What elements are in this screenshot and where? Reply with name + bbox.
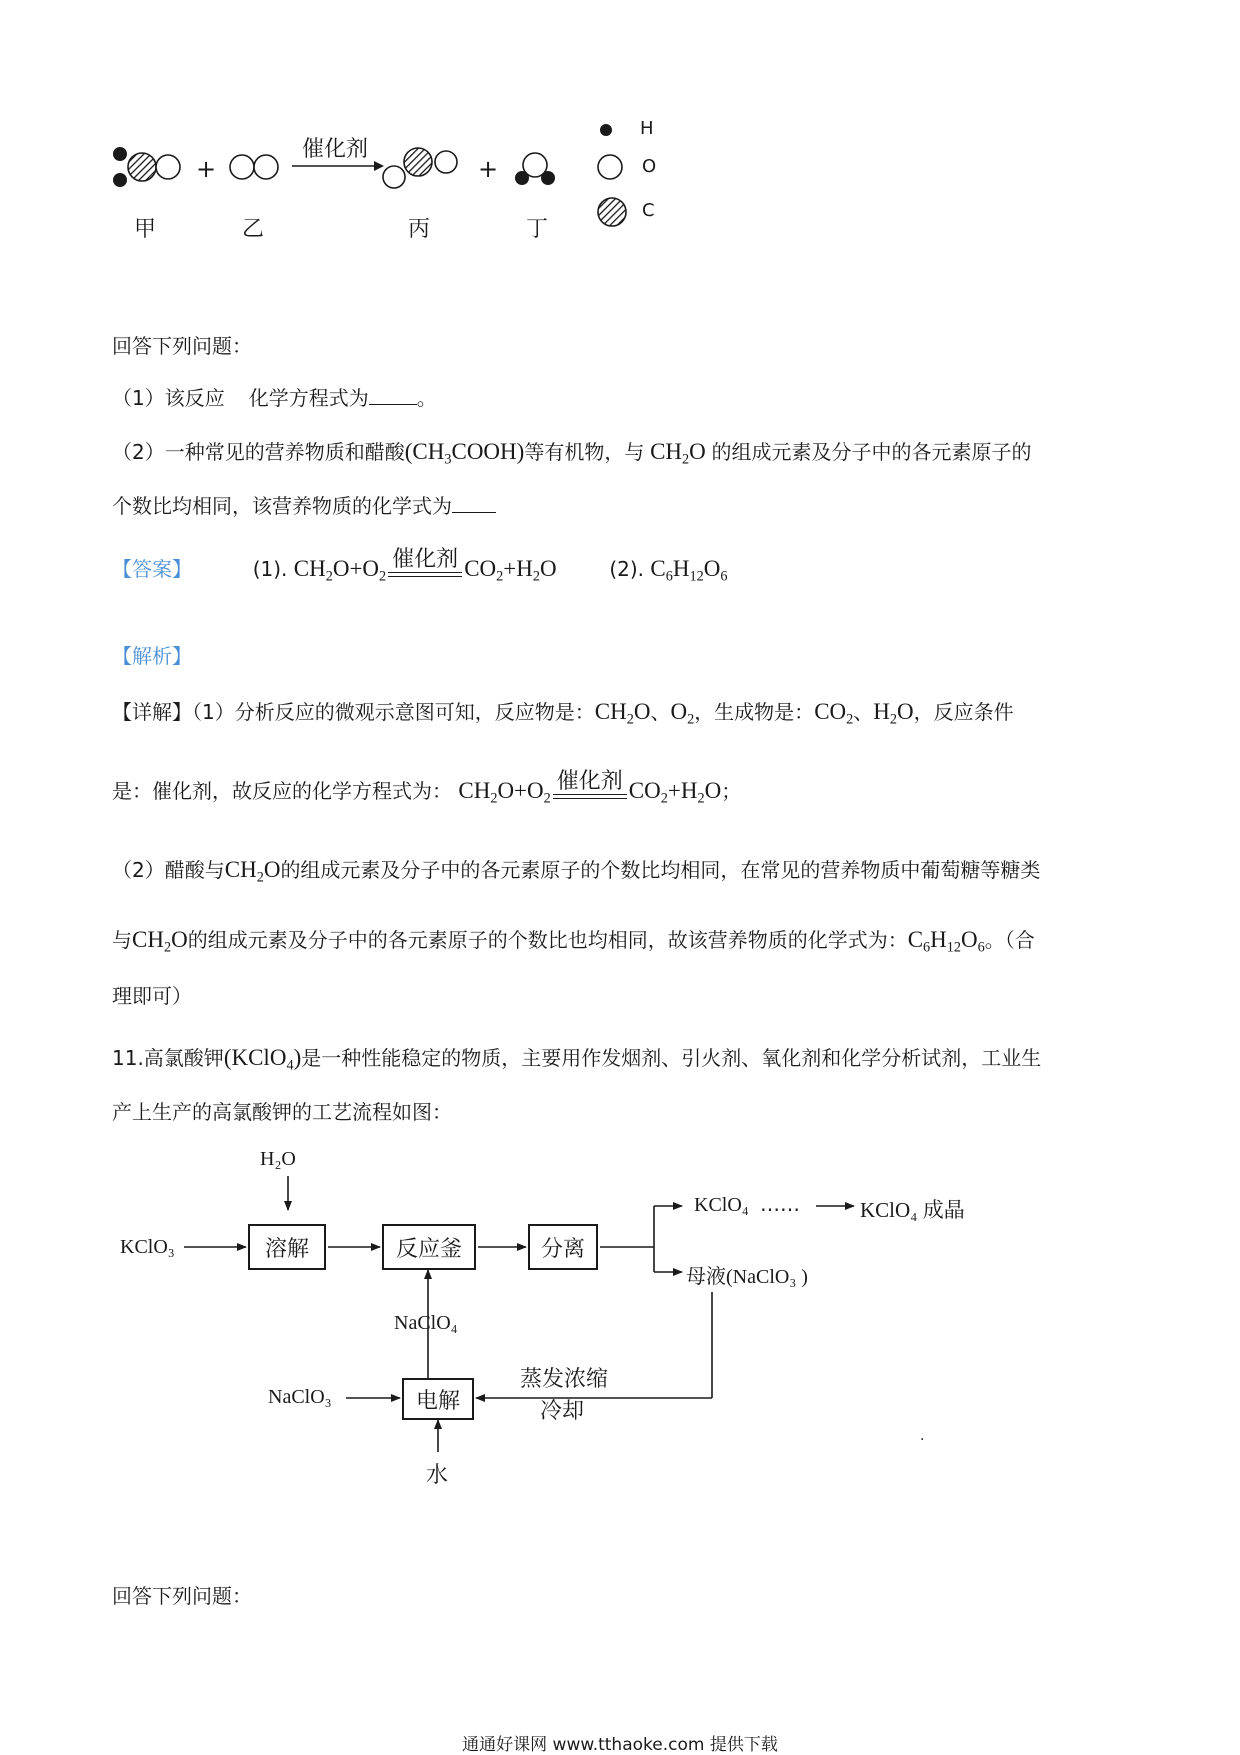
q10-answer [112,546,728,585]
label-bing: 丙 [408,217,431,242]
sep: 、 [650,700,671,724]
formula-ch2o: $CH_2O$ [644,439,712,468]
q10-part1 [112,386,437,408]
formula-ch2o: $CH_2O$ [132,927,188,956]
sep: 、 [853,700,874,724]
footer-source: 通通好课网 www.tthaoke.com 提供下载 [462,1735,778,1755]
process-flow-diagram [0,1140,1240,1500]
formula-ch2o: $CH_2O$ [594,699,651,728]
label-water: 水 [426,1463,449,1488]
legend-symbols [598,124,626,226]
q10-part2-line2 [112,494,496,516]
detail-line4 [112,927,1035,956]
label-kclo4: KClO₄ [694,1194,749,1216]
box-electrolysis: 电解 [402,1378,474,1420]
q10-prompt: 回答下列问题： [112,334,252,358]
flow-arrows [0,1140,1240,1500]
formula-c6h12o6: $C_6H_{12}O_6$ [650,556,728,585]
q11-line1-a: 11.高氯酸钾 [112,1046,224,1070]
q10-part1-end: 。 [416,386,437,410]
formula-kclo4: (KClO$_4$) [223,1045,302,1074]
label-h2o: H₂O [260,1148,296,1170]
label-naclo3: NaClO₃ [268,1386,332,1408]
equation-answer: $CH_2O+O_2$ 催化剂 $CO_2+H_2O$ [293,546,557,585]
detail-line2 [112,768,742,807]
label-evaporate: 蒸发浓缩 [520,1367,609,1392]
q10-part2-line2-text: 个数比均相同，该营养物质的化学式为 [112,494,452,518]
answer-num-2: (2). [609,557,645,581]
formula-ch3cooh: $(CH_3COOH)$ [404,439,525,468]
q10-part1-b: 化学方程式为 [248,386,369,410]
formula-ch2o: $CH_2O$ [224,857,281,886]
answer-blank [452,494,496,513]
answer-blank [369,386,417,405]
label-ding: 丁 [526,217,549,242]
q10-part2-a: （2）一种常见的营养物质和醋酸 [112,440,405,464]
detail-tag: 【详解】 [112,700,192,724]
label-kclo3: KClO₃ [120,1236,175,1258]
reaction-micro-diagram [0,0,1240,250]
plus-sign: + [478,155,499,183]
q10-part1-a: （1）该反应 [112,386,225,410]
label-dots: …… [760,1192,800,1216]
detail-2end: ； [721,779,742,803]
q11-line1 [112,1045,1042,1074]
detail-4b: 的组成元素及分子中的各元素原子的个数比也均相同，故该营养物质的化学式为： [187,928,908,952]
detail-3b: 的组成元素及分子中的各元素原子的个数比均相同，在常见的营养物质中葡萄糖等糖类 [280,858,1041,882]
formula-o2: $O_2$ [670,699,695,728]
detail-1c: ，反应条件 [913,700,1014,724]
formula-co2: $CO_2$ [814,699,854,728]
q11-prompt: 回答下列问题： [112,1584,252,1608]
equation-detail: $CH_2O+O_2$ 催化剂 $CO_2+H_2O$ [458,768,722,807]
label-mother-liquor: 母液(NaClO₃ ) [686,1266,808,1288]
detail-3a: （2）醋酸与 [112,858,225,882]
detail-4c: 。（合 [984,928,1035,952]
molecule-drawings [0,0,1240,250]
label-naclo4: NaClO₄ [394,1312,458,1334]
q11-line1-b: 是一种性能稳定的物质，主要用作发烟剂、引火剂、氧化剂和化学分析试剂，工业生 [301,1046,1042,1070]
formula-h2o: $H_2O$ [873,699,914,728]
answer-tag: 【答案】 [112,557,192,581]
stray-dot: . [920,1428,925,1444]
box-separate: 分离 [528,1224,598,1270]
detail-2a: 是：催化剂，故反应的化学方程式为： [112,779,452,803]
label-yi: 乙 [242,217,265,242]
label-kclo4-product: KClO₄ 成晶 [860,1198,965,1222]
detail-line1 [112,699,1014,728]
plus-sign: + [196,155,217,183]
legend-h: H [640,118,654,139]
arrow-condition: 催化剂 [302,137,369,162]
condition-catalyst: 催化剂 [553,770,627,802]
condition-catalyst: 催化剂 [388,548,462,580]
label-cool: 冷却 [540,1399,585,1424]
q10-part2-b: 等有机物，与 [524,440,645,464]
detail-1b: ，生成物是： [694,700,815,724]
molecule-bing [383,148,457,188]
q11-line2: 产上生产的高氯酸钾的工艺流程如图： [112,1100,452,1124]
box-dissolve: 溶解 [248,1224,326,1270]
legend-c: C [642,200,655,221]
box-reactor: 反应釜 [382,1224,476,1270]
detail-line3 [112,857,1041,886]
analysis-tag: 【解析】 [112,644,192,668]
answer-num-1: (1). [252,557,288,581]
detail-line5: 理即可） [112,984,192,1008]
q10-part2-c: 的组成元素及分子中的各元素原子的 [711,440,1032,464]
legend-o: O [642,156,657,177]
molecule-yi [230,155,278,179]
detail-4a: 与 [112,928,132,952]
molecule-jia [113,147,180,187]
label-jia: 甲 [134,217,157,242]
q10-part2-line1 [112,439,1032,468]
detail-1a: （1）分析反应的微观示意图可知，反应物是： [192,700,595,724]
formula-c6h12o6: $C_6H_{12}O_6$ [907,927,985,956]
molecule-ding [515,153,555,185]
